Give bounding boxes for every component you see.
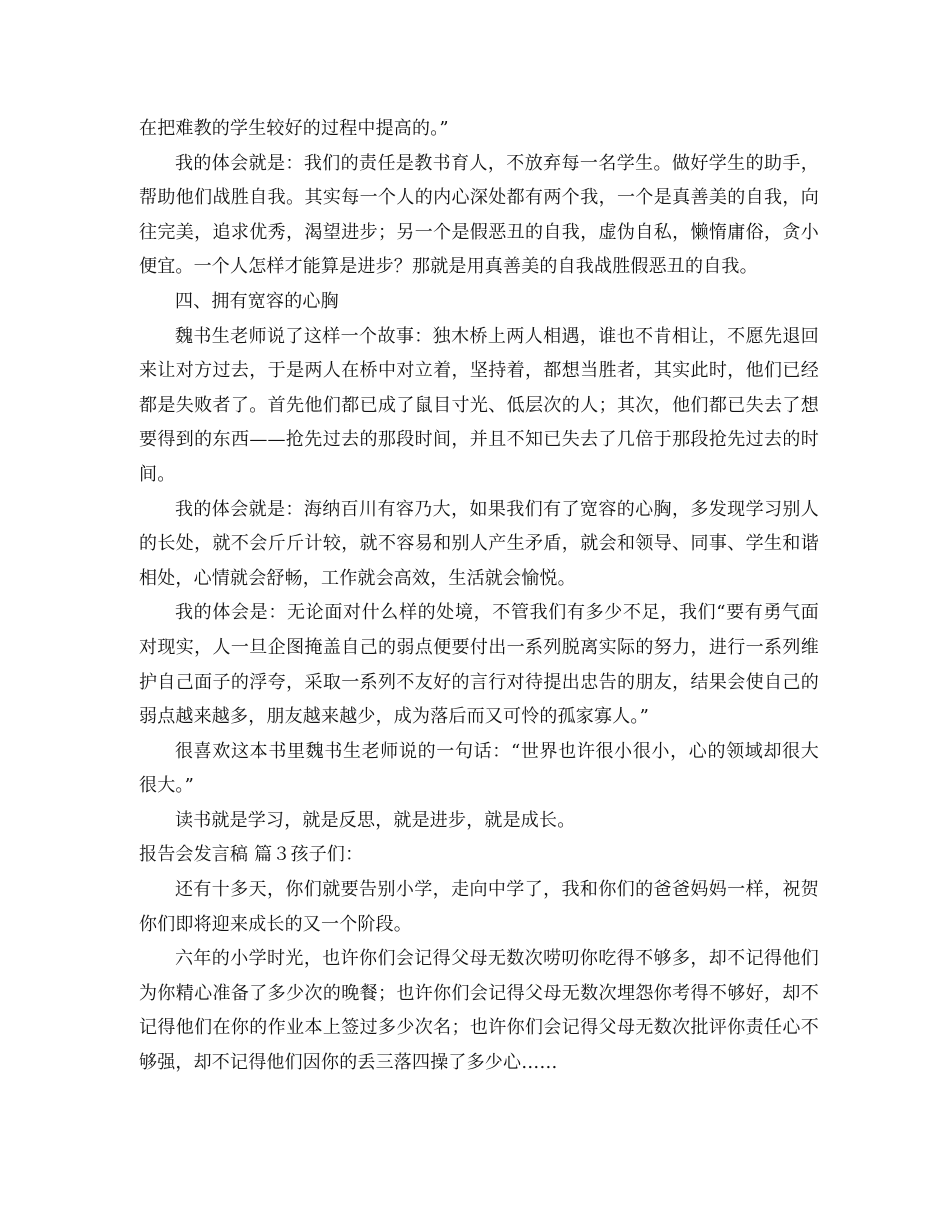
paragraph-reflection-tolerance: 我的体会就是：海纳百川有容乃大，如果我们有了宽容的心胸，多发现学习别人的长处，就不会斤斤计较，就不容易和别人产生矛盾，就会和领导、同事、学生和谐相处，心情就会舒畅，工作就会高效，生活就会愉悦。 — [139, 498, 819, 589]
paragraph-reflection-responsibility: 我的体会就是：我们的责任是教书育人，不放弃每一名学生。做好学生的助手，帮助他们战胜自我。其实每一个人的内心深处都有两个我，一个是真善美的自我，向往完美，追求优秀，渴望进步；另一个是假恶丑的自我，虚伪自私，懒惰庸俗，贪小便宜。一个人怎样才能算是进步？那就是用真善美的自我战胜假恶丑的自我。 — [139, 152, 819, 278]
paragraph-favorite-quote: 很喜欢这本书里魏书生老师说的一句话：“世界也许很小很小，心的领域却很大很大。” — [139, 740, 819, 797]
paragraph-reflection-courage: 我的体会是：无论面对什么样的处境，不管我们有多少不足，我们“要有勇气面对现实，人一旦企图掩盖自己的弱点便要付出一系列脱离实际的努力，进行一系列维护自己面子的浮夸，采取一系列不友好的言行对待提出忠告的朋友，结果会使自己的弱点越来越多，朋友越来越少，成为落后而又可怜的孤家寡人。” — [139, 602, 819, 728]
section-heading-tolerance: 四、拥有宽容的心胸 — [175, 290, 339, 312]
document-body — [139, 112, 819, 1081]
paragraph-quote-end: 在把难教的学生较好的过程中提高的。” — [139, 118, 449, 139]
section-heading-speech-3: 报告会发言稿 篇３孩子们： — [139, 844, 364, 866]
paragraph-farewell-primary: 还有十多天，你们就要告别小学，走向中学了，我和你们的爸爸妈妈一样，祝贺你们即将迎来成长的又一个阶段。 — [139, 879, 819, 935]
paragraph-six-years: 六年的小学时光，也许你们会记得父母无数次唠叨你吃得不够多，却不记得他们为你精心准备了多少次的晚餐；也许你们会记得父母无数次埋怨你考得不够好，却不记得他们在你的作业本上签过多少次名；也许你们会记得父母无数次批评你责任心不够强，却不记得他们因你的丢三落四操了多少心…… — [139, 948, 819, 1074]
paragraph-bridge-story: 魏书生老师说了这样一个故事：独木桥上两人相遇，谁也不肯相让，不愿先退回来让对方过去，于是两人在桥中对立着，坚持着，都想当胜者，其实此时，他们已经都是失败者了。首先他们都已成了鼠目寸光、低层次的人；其次，他们都已失去了想要得到的东西——抢先过去的那段时间，并且不知已失去了几倍于那段抢先过去的时间。 — [139, 325, 819, 485]
paragraph-reading-growth: 读书就是学习，就是反思，就是进步，就是成长。 — [175, 809, 576, 831]
